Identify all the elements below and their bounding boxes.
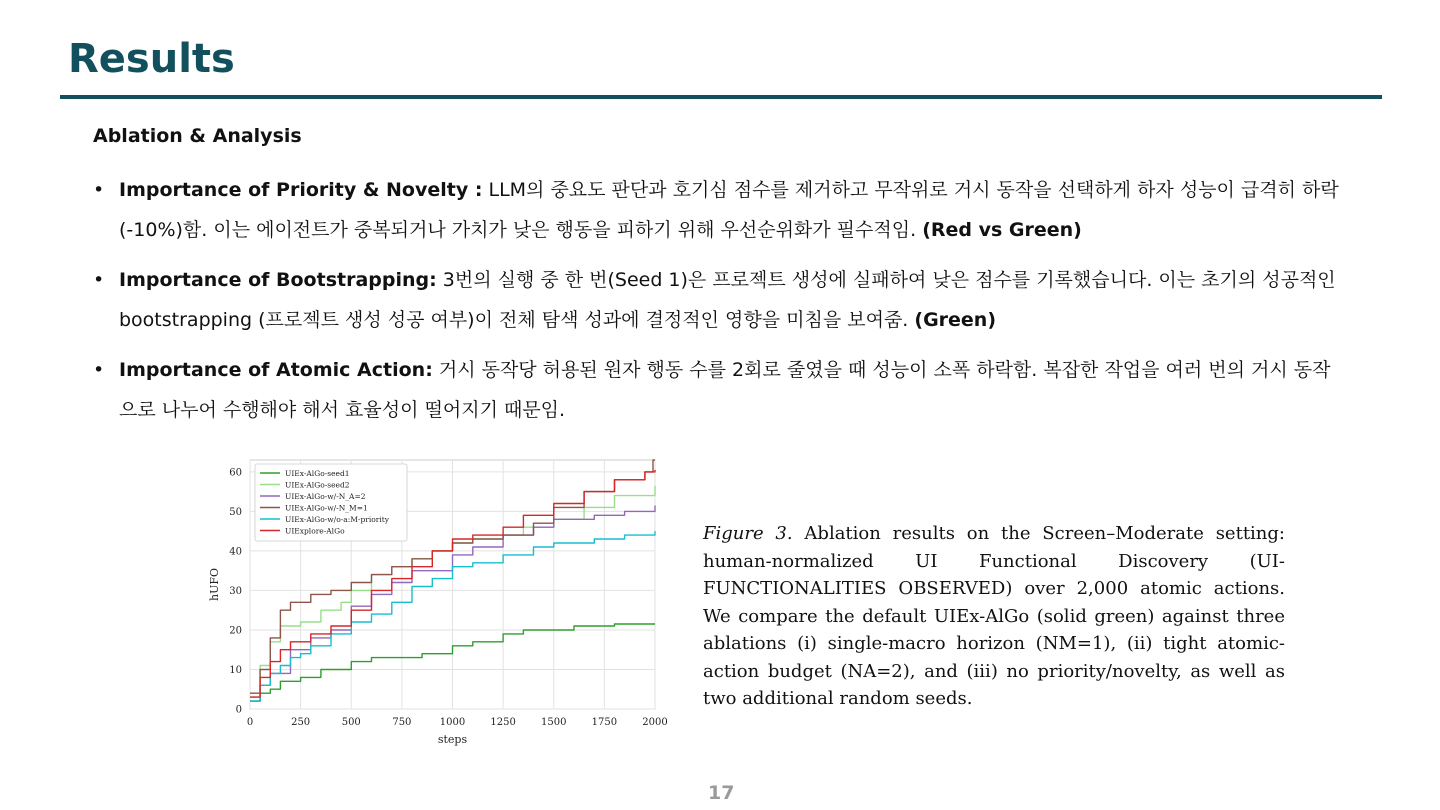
legend-label: UIEx-AlGo-seed2 [285, 480, 350, 490]
bullet-list [93, 170, 1343, 440]
bullet-dot: • [93, 359, 105, 381]
ablation-line-chart [200, 452, 680, 752]
x-tick-label: 500 [341, 717, 361, 728]
y-tick-label: 30 [229, 585, 242, 597]
x-tick-label: 1500 [541, 717, 567, 728]
legend-label: UIEx-AlGo-w/-N_A=2 [285, 492, 366, 501]
bullet-text: 3번의 실행 중 한 번(Seed 1)은 프로젝트 생성에 실패하여 낮은 점수를 기록했습니다. 이는 초기의 성공적인 bootstrapping (프로젝트 생성 성공 여부)이 전체 탐색 성과에 결정적인 영향을 미침을 보여줌. [119, 269, 1336, 331]
y-tick-label: 20 [229, 625, 242, 637]
y-tick-label: 0 [235, 704, 242, 716]
x-tick-label: 250 [291, 717, 311, 728]
y-tick-label: 10 [229, 664, 242, 676]
bullet-text: 거시 동작당 허용된 원자 행동 수를 2회로 줄였을 때 성능이 소폭 하락함. 복잡한 작업을 여러 번의 거시 동작으로 나누어 수행해야 해서 효율성이 떨어지기 때문임. [119, 359, 1331, 421]
y-tick-label: 40 [229, 546, 242, 558]
bullet-item-bootstrapping [93, 260, 1343, 340]
x-tick-label: 1250 [490, 717, 516, 728]
legend-label: UIEx-AlGo-w/o-a:M-priority [285, 515, 389, 524]
y-axis-label: hUFO [208, 567, 221, 602]
bullet-heading: Importance of Priority & Novelty : [119, 179, 483, 201]
bullet-item-priority-novelty [93, 170, 1343, 250]
legend-label: UIEx-AlGo-w/-N_M=1 [285, 503, 368, 513]
x-tick-label: 1750 [591, 717, 618, 728]
figure-label: Figure 3. [703, 523, 793, 544]
bullet-dot: • [93, 269, 105, 291]
bullet-tag: (Green) [914, 309, 997, 331]
x-tick-label: 750 [392, 717, 412, 728]
legend-label: UIExplore-AlGo [285, 526, 345, 536]
x-tick-label: 2000 [642, 717, 668, 728]
x-tick-label: 0 [246, 717, 254, 728]
title-divider [60, 95, 1382, 99]
x-axis-label: steps [437, 733, 468, 746]
figure-caption-text: Ablation results on the Screen–Moderate setting: human-normalized UI Functional Discovery (UI-FUNCTIONALITIES OBSERVED) over 2,000 atomic actions. We compare the default UIEx-AlGo (solid green) against three ablations (i) single-macro horizon (NM=1), (ii) tight atomic-action budget (NA=2), and (iii) no priority/novelty, as well as two additional random seeds. [703, 523, 1285, 709]
page-title: Results [68, 36, 235, 82]
bullet-text: LLM의 중요도 판단과 호기심 점수를 제거하고 무작위로 거시 동작을 선택하게 하자 성능이 급격히 하락(-10%)함. 이는 에이전트가 중복되거나 가치가 낮은 행동을 피하기 위해 우선순위화가 필수적임. [119, 179, 1339, 241]
bullet-item-atomic-action [93, 350, 1343, 430]
bullet-tag: (Red vs Green) [922, 219, 1082, 241]
x-tick-label: 1000 [439, 717, 466, 728]
legend-label: UIEx-AlGo-seed1 [285, 469, 350, 478]
page-number: 17 [708, 782, 735, 804]
y-tick-label: 60 [229, 467, 242, 479]
bullet-heading: Importance of Bootstrapping: [119, 269, 437, 291]
bullet-heading: Importance of Atomic Action: [119, 359, 433, 381]
bullet-dot: • [93, 179, 105, 201]
section-subtitle: Ablation & Analysis [93, 125, 302, 147]
figure-caption [703, 520, 1285, 713]
y-tick-label: 50 [229, 506, 242, 518]
chart-legend [255, 464, 407, 541]
